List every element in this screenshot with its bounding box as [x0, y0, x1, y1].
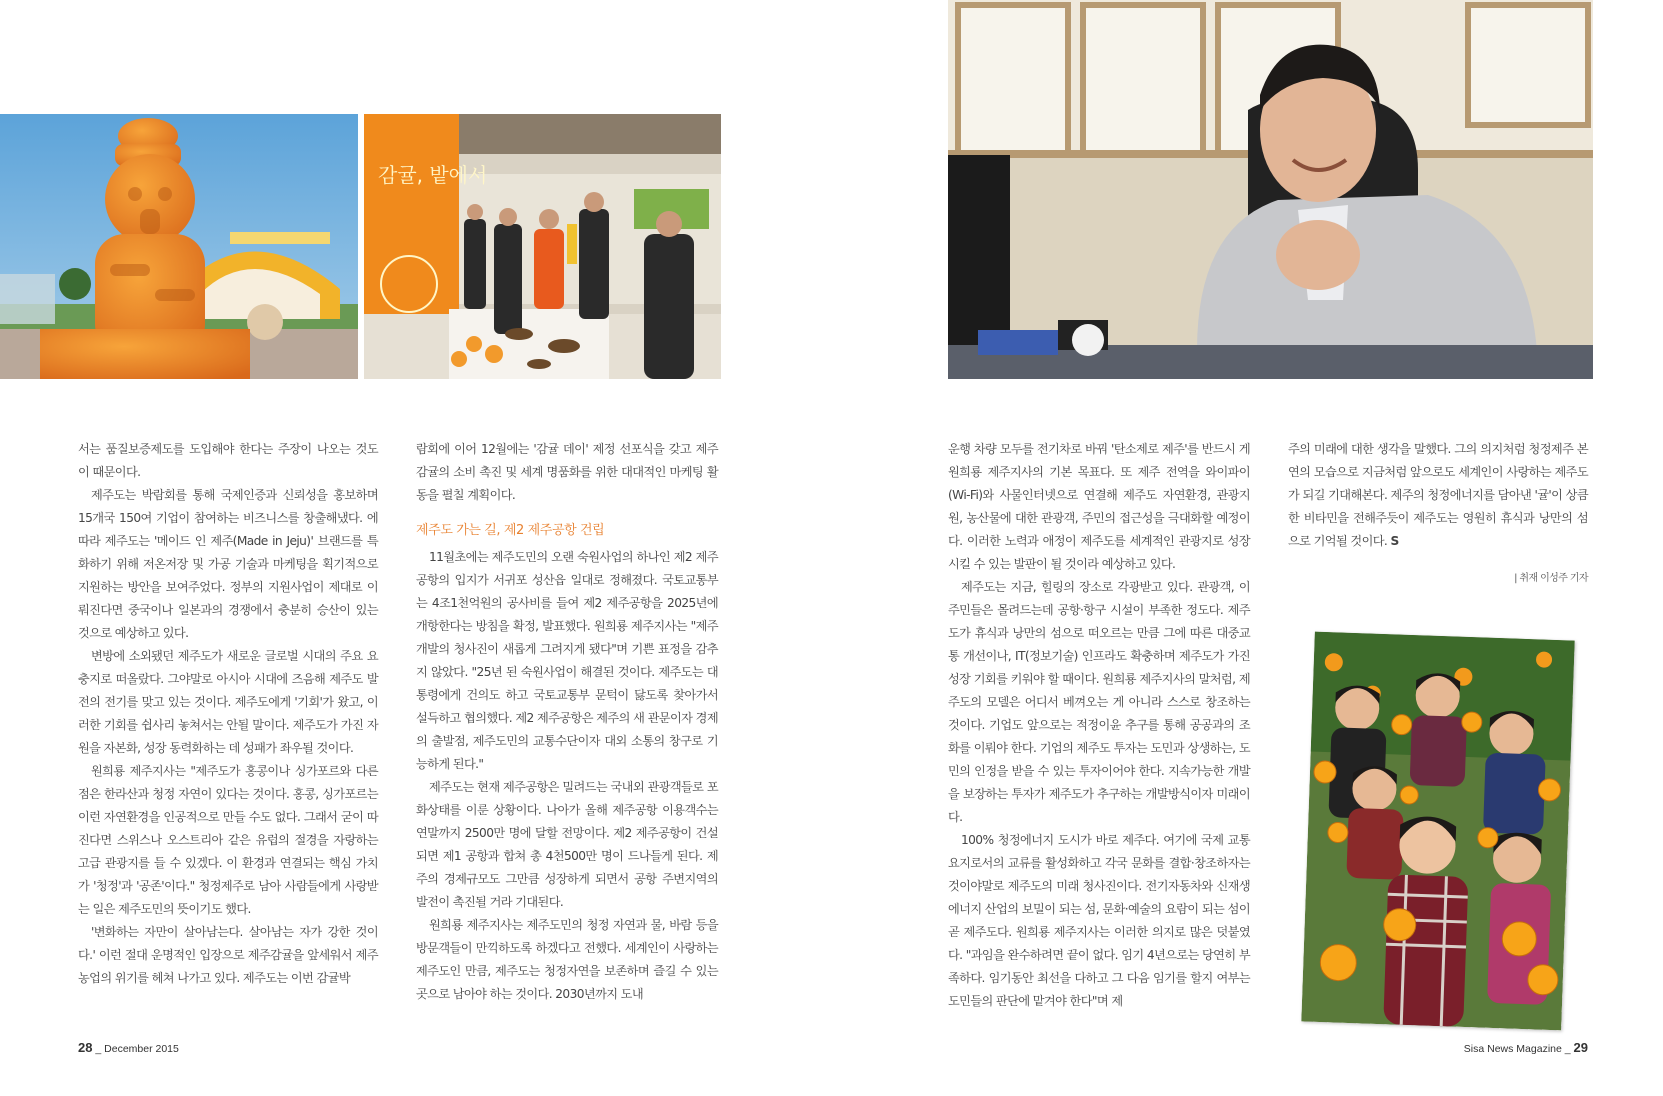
reporter-credit: | 취재 이성주 기자	[1514, 573, 1588, 584]
col4-para: 주의 미래에 대한 생각을 말했다. 그의 의지처럼 청정제주 본연의 모습으로 지금처럼 앞으로도 세계인이 사랑하는 제주도가 되길 기대해본다. 제주의 청정에너지를 담아낸 '귤'이 상큼한 비타민을 전해주듯이 제주도는 영원히 휴식과 낭만의 섬으로 기억될 것이다.	[1288, 442, 1588, 548]
governor-portrait-photo	[948, 0, 1593, 379]
col3-para-1: 운행 차량 모두를 전기차로 바꿔 '탄소제로 제주'를 반드시 게 원희룡 제주지사의 기본 목표다. 또 제주 전역을 와이파이(Wi-Fi)와 사물인터넷으로 연결해 제주도 자연환경, 관광지원, 농산물에 대한 관광객, 주민의 접근성을 극대화할 예정이다. 이러한 노력과 애정이 제주도를 세계적인 관광지로 성장시킬 수 있는 발판이 될 것이라 예상하고 있다.	[948, 442, 1250, 571]
issue-date: _ December 2015	[95, 1043, 179, 1055]
footer-left	[78, 1040, 179, 1055]
end-mark: S	[1390, 534, 1399, 548]
col1-para-4: 원희룡 제주지사는 "제주도가 홍콩이나 싱가포르와 다른 점은 한라산과 청정 자연이 있다는 것이다. 홍콩, 싱가포르는 이런 자연환경을 인공적으로 만들 수도 없다. 그래서 굳이 따진다면 스위스나 오스트리아 같은 유럽의 절경을 자랑하는 고급 관광지를 들 수 있겠다. 이 환경과 연결되는 핵심 가치가 '청정'과 '공존'이다." 청정제주로 남아 사람들에게 사랑받는 일은 제주도민의 뜻이기도 했다.	[78, 764, 378, 916]
column-1	[78, 438, 378, 990]
col2-para-2: 제주도는 현재 제주공항은 밀려드는 국내외 관광객들로 포화상태를 이룬 상황이다. 나아가 올해 제주공항 이용객수는 연말까지 2500만 명에 달할 전망이다. 제2 제주공항이 건설되면 제1 공항과 합쳐 총 4천500만 명이 드나들게 된다. 제주의 경제규모도 그만큼 성장하게 되면서 공항 주변지역의 발전이 촉진될 거라 기대된다.	[416, 780, 718, 909]
column-2	[416, 438, 718, 1006]
page-number-right: 29	[1573, 1040, 1588, 1055]
col2-para-3: 원희룡 제주지사는 제주도민의 청정 자연과 물, 바람 등을 방문객들이 만끽하도록 하겠다고 전했다. 세계인이 사랑하는 제주도인 만큼, 제주도는 청정자연을 보존하며 즐길 수 있는 곳으로 남아야 하는 것이다. 2030년까지 도내	[416, 918, 718, 1001]
col1-para-5: '변화하는 자만이 살아남는다. 살아남는 자가 강한 것이다.' 이런 절대 운명적인 입장으로 제주감귤을 앞세워서 제주 농업의 위기를 헤쳐 나가고 있다. 제주도는 이번 감귤박	[78, 925, 378, 985]
footer-right	[1464, 1040, 1588, 1055]
children-tangerines-photo	[1301, 632, 1574, 1031]
col1-para-1: 서는 품질보증제도를 도입해야 한다는 주장이 나오는 것도 이 때문이다.	[78, 442, 378, 479]
orange-harubang-photo	[0, 114, 358, 379]
col2-para-1: 11월초에는 제주도민의 오랜 숙원사업의 하나인 제2 제주공항의 입지가 서귀포 성산읍 일대로 정해졌다. 국토교통부는 4조1천억원의 공사비를 들여 제2 제주공항을 2025년에 개항한다는 방침을 확정, 발표했다. 원희룡 제주지사는 "제주개발의 청사진이 새롭게 그려지게 됐다"며 기쁜 표정을 감추지 않았다. "25년 된 숙원사업이 해결된 것이다. 제주도는 대통령에게 건의도 하고 국토교통부 문턱이 닳도록 찾아가서 설득하고 협의했다. 제2 제주공항은 제주의 새 관문이자 경제의 출발점, 제주도민의 교통수단이자 대외 소통의 창구로 기능하게 된다."	[416, 550, 718, 771]
col1-para-3: 변방에 소외됐던 제주도가 새로운 글로벌 시대의 주요 요충지로 떠올랐다. 그야말로 아시아 시대에 즈음해 제주도 발전의 전기를 맞고 있는 것이다. 제주도에게 '기회'가 왔고, 이러한 기회를 쉽사리 놓쳐서는 안될 말이다. 제주도가 가진 자원을 자본화, 성장 동력화하는 데 성패가 좌우될 것이다.	[78, 649, 378, 755]
magazine-name: Sisa News Magazine _	[1463, 1043, 1571, 1055]
column-4	[1288, 438, 1588, 590]
expo-visit-photo	[364, 114, 721, 379]
col3-para-2: 제주도는 지금, 힐링의 장소로 각광받고 있다. 관광객, 이주민들은 몰려드는데 공항·항구 시설이 부족한 정도다. 제주도가 휴식과 낭만의 섬으로 떠오르는 만큼 그에 따른 대중교통 개선이나, IT(정보기술) 인프라도 확충하며 제주도가 가진 성장 기회를 키워야 할 때이다. 원희룡 제주지사의 말처럼, 제주도의 모델은 어디서 베껴오는 게 아니라 스스로 창조하는 것이다. 기업도 앞으로는 적정이윤 추구를 통해 공공과의 조화를 이뤄야 한다. 기업의 제주도 투자는 도민과 상생하는, 도민의 인정을 받을 수 있는 투자이어야 한다. 지속가능한 개발을 보장하는 투자가 제주도가 추구하는 개발방식이자 미래이다.	[948, 580, 1250, 824]
column-3	[948, 438, 1250, 1013]
section-subhead: 제주도 가는 길, 제2 제주공항 건립	[416, 523, 605, 538]
col2-intro: 람회에 이어 12월에는 '감귤 데이' 제정 선포식을 갖고 제주감귤의 소비 촉진 및 세계 명품화를 위한 대대적인 마케팅 활동을 펼칠 계획이다.	[416, 442, 718, 502]
page-number-left: 28	[78, 1040, 93, 1055]
col1-para-2: 제주도는 박람회를 통해 국제인증과 신뢰성을 홍보하며 15개국 150여 기업이 참여하는 비즈니스를 창출해냈다. 에 따라 제주도는 '메이드 인 제주(Made in Jeju)' 브랜드를 특화하기 위해 저온저장 및 가공 기술과 마케팅을 획기적으로 지원하는 방안을 보여주었다. 정부의 지원사업이 제대로 이뤄진다면 중국이나 일본과의 경쟁에서 충분히 승산이 있는 것으로 예상하고 있다.	[78, 488, 378, 640]
col3-para-3: 100% 청정에너지 도시가 바로 제주다. 여기에 국제 교통 요지로서의 교류를 활성화하고 각국 문화를 결합·창조하자는 것이야말로 제주도의 미래 청사진이다. 전기자동차와 신재생에너지 산업의 보밀이 되는 섬, 문화·예술의 요람이 되는 섬이 곧 제주도다. 원희룡 제주지사는 이러한 의지로 많은 덧붙였다. "과임을 완수하려면 끝이 없다. 임기 4년으로는 당연히 부족하다. 임기동안 최선을 다하고 그 다음 임기를 할지 여부는 도민들의 판단에 맡겨야 한다"며 제	[948, 833, 1250, 1008]
expo-banner-text: 감귤, 밭에서	[378, 163, 488, 187]
